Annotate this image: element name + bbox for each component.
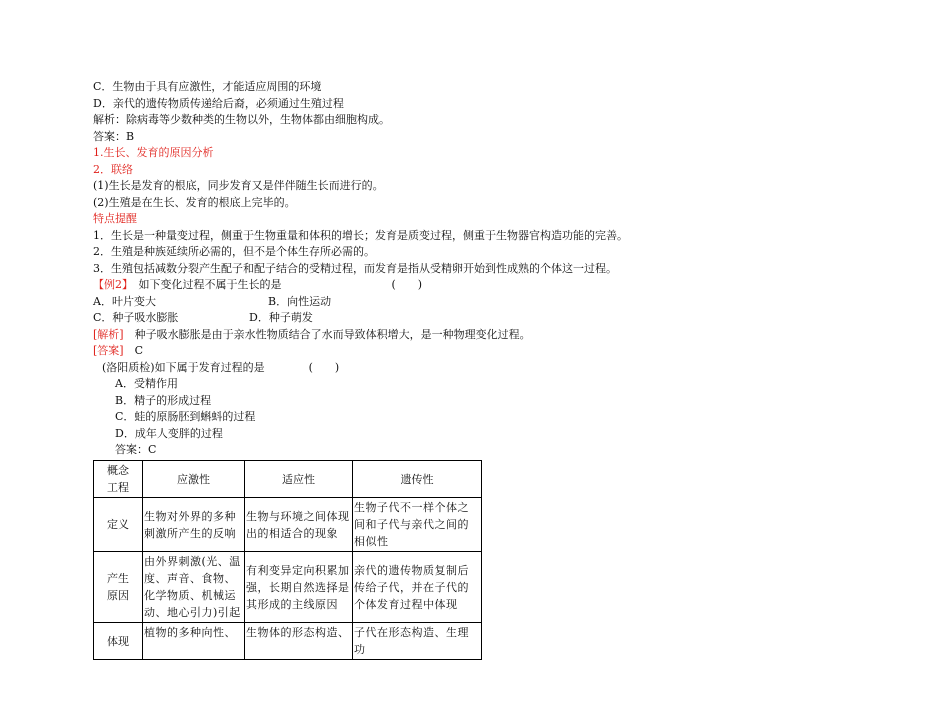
text-line: (1)生长是发育的根底，同步发育又是伴伴随生长而进行的。	[93, 179, 384, 192]
table-cell: 生物子代不一样个体之间和子代与亲代之间的相似性	[353, 498, 482, 552]
table-header-cell: 应激性	[143, 461, 245, 498]
option-a: A．叶片变大	[93, 294, 156, 308]
option-row	[93, 310, 853, 327]
table-header-cell: 概念 工程	[94, 461, 143, 498]
table-header-cell: 遗传性	[353, 461, 482, 498]
option-row	[93, 294, 853, 311]
question2-option-b: B．精子的形成过程	[115, 393, 212, 407]
text-line: 1．生长是一种量变过程，侧重于生物重量和体积的增长；发育是质变过程，侧重于生物器官构造功能的完善。	[93, 228, 628, 242]
text-line: 解析：除病毒等少数种类的生物以外，生物体都由细胞构成。	[93, 113, 390, 126]
table-row	[94, 623, 482, 660]
option-c: C．种子吸水膨胀	[93, 311, 179, 324]
document-body	[93, 79, 853, 459]
answer-text: C	[123, 344, 144, 357]
table-cell: 生物体的形态构造、	[245, 623, 353, 660]
text-line: 3．生殖包括减数分裂产生配子和配子结合的受精过程，而发育是指从受精卵开始到性成熟的个体这一过程。	[93, 261, 617, 275]
section-heading: 1.生长、发育的原因分析	[93, 146, 214, 159]
option-b: B．向性运动	[268, 294, 332, 308]
section-heading: 2．联络	[93, 162, 133, 176]
question2-option-a: A．受精作用	[115, 377, 178, 390]
row-label: 定义	[94, 498, 143, 552]
text-line: D．亲代的遗传物质传递给后裔，必须通过生殖过程	[93, 96, 344, 110]
example-stem: 如下变化过程不属于生长的是 ( )	[127, 278, 423, 291]
row-label: 体现	[94, 623, 143, 660]
table-header-cell: 适应性	[245, 461, 353, 498]
option-d: D．种子萌发	[249, 311, 313, 324]
table-cell: 有利变异定向积累加强，长期自然选择是其形成的主线原因	[245, 552, 353, 623]
question2-answer: 答案：C	[115, 443, 157, 456]
table-header-row	[94, 461, 482, 498]
table-cell: 子代在形态构造、生理功	[353, 623, 482, 660]
analysis-line	[93, 327, 853, 344]
table-cell: 由外界刺激(光、温度、声音、食物、化学物质、机械运动、地心引力)引起	[143, 552, 245, 623]
section-heading: 特点提醒	[93, 212, 137, 225]
example-question	[93, 277, 853, 294]
text-line: C．生物由于具有应激性，才能适应周围的环境	[93, 80, 322, 93]
analysis-tag: [解析]	[93, 327, 124, 341]
text-line: (2)生殖是在生长、发育的根底上完毕的。	[93, 195, 296, 209]
table-cell: 生物对外界的多种刺激所产生的反响	[143, 498, 245, 552]
table-row	[94, 498, 482, 552]
table-cell: 植物的多种向性、	[143, 623, 245, 660]
example-tag: 【例2】	[93, 278, 128, 291]
analysis-text: 种子吸水膨胀是由于亲水性物质结合了水而导致体积增大，是一种物理变化过程。	[123, 327, 531, 341]
comparison-table	[93, 460, 482, 660]
text-line: 2．生殖是种族延续所必需的，但不是个体生存所必需的。	[93, 245, 375, 258]
question2-stem: (洛阳质检)如下属于发育过程的是 ( )	[102, 360, 340, 374]
question2-option-c: C．蛙的原肠胚到蝌蚪的过程	[115, 410, 256, 423]
text-line: 答案：B	[93, 129, 135, 143]
question2-option-d: D．成年人变胖的过程	[115, 426, 223, 440]
table-cell: 亲代的遗传物质复制后传给子代，并在子代的个体发育过程中体现	[353, 552, 482, 623]
answer-tag: [答案]	[93, 344, 124, 357]
answer-line	[93, 343, 853, 360]
table-cell: 生物与环境之间体现出的相适合的现象	[245, 498, 353, 552]
row-label: 产生 原因	[94, 552, 143, 623]
table-row	[94, 552, 482, 623]
